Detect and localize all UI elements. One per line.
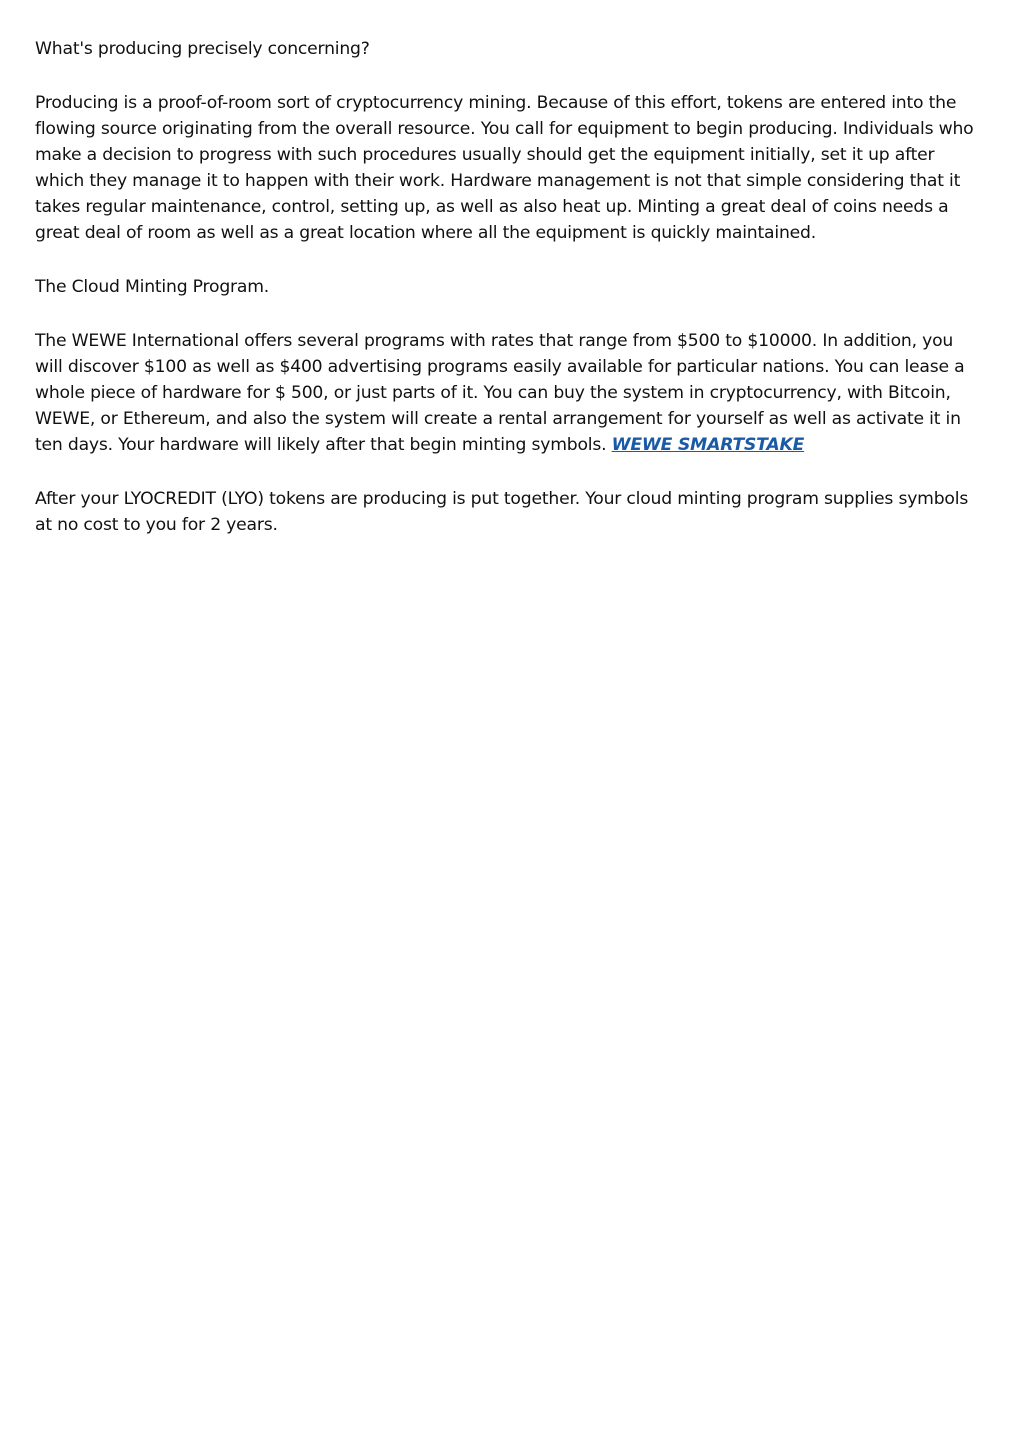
wewe-smartstake-link[interactable]: WEWE SMARTSTAKE bbox=[611, 435, 805, 455]
paragraph-programs bbox=[35, 328, 985, 458]
paragraph-mining: Producing is a proof-of-room sort of cryptocurrency mining. Because of this effort, tokens are entered into the flowing source originating from the overall resource. You call for equipment to begin producing. Individuals who make a decision to progress with such procedures usually should get the equipment initially, set it up after which they manage it to happen with their work. Hardware management is not that simple considering that it takes regular maintenance, control, setting up, as well as also heat up. Minting a great deal of coins needs a great deal of room as well as a great location where all the equipment is quickly maintained. bbox=[35, 93, 974, 243]
paragraph-tokens: After your LYOCREDIT (LYO) tokens are producing is put together. Your cloud minting program supplies symbols at no cost to you for 2 years. bbox=[35, 489, 969, 535]
heading-question: What's producing precisely concerning? bbox=[35, 39, 370, 59]
document-body bbox=[35, 36, 985, 566]
paragraph-programs-text: The WEWE International offers several programs with rates that range from $500 to $10000. In addition, you will discover $100 as well as $400 advertising programs easily available for particular nations. You can lease a whole piece of hardware for $ 500, or just parts of it. You can buy the system in cryptocurrency, with Bitcoin, WEWE, or Ethereum, and also the system will create a rental arrangement for yourself as well as activate it in ten days. Your hardware will likely after that begin minting symbols. bbox=[35, 331, 965, 455]
heading-cloud-minting: The Cloud Minting Program. bbox=[35, 277, 270, 297]
